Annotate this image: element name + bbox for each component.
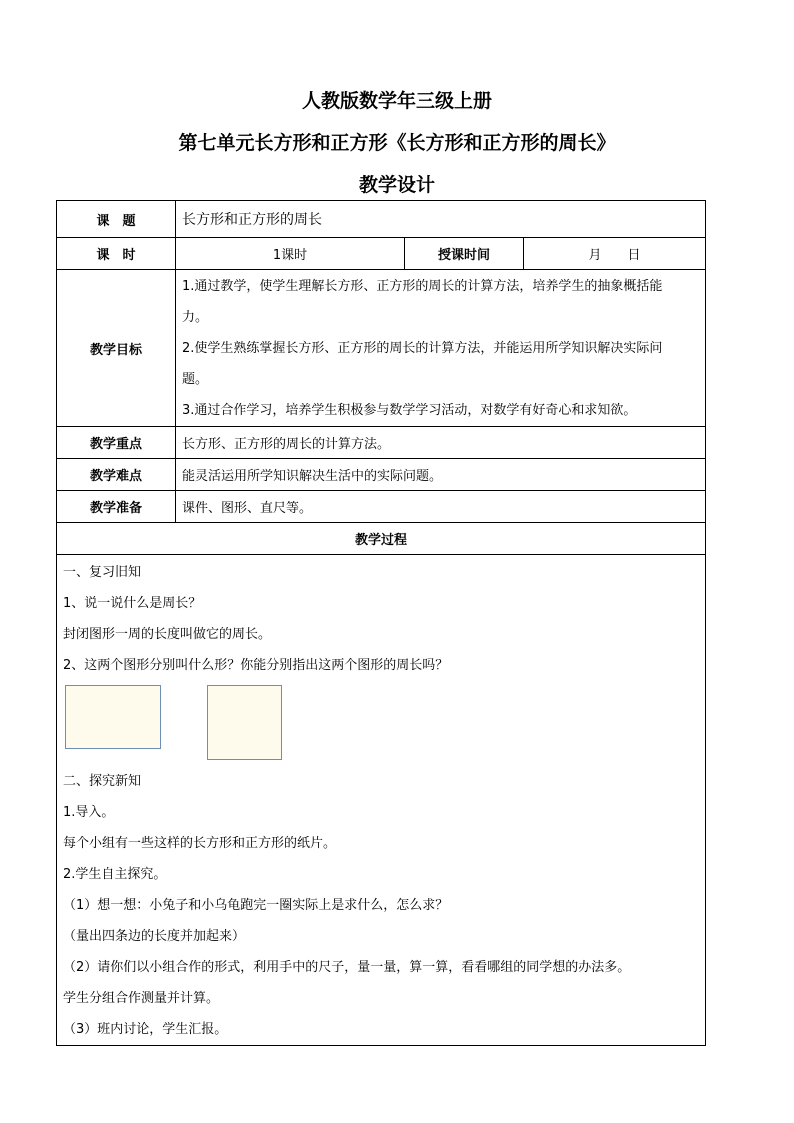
document-subtitle: 第七单元长方形和正方形《长方形和正方形的周长》 <box>178 132 616 154</box>
topic-label: 课 题 <box>57 201 176 238</box>
date-label: 授课时间 <box>405 238 524 270</box>
process-line: 一、复习旧知 <box>63 565 142 580</box>
process-line: 学生分组合作测量并计算。 <box>63 991 220 1006</box>
goals-cell <box>176 270 706 427</box>
process-line: 1、说一说什么是周长？ <box>63 596 202 611</box>
square-shape <box>207 685 282 760</box>
preparation-row <box>57 491 706 523</box>
topic-value: 长方形和正方形的周长 <box>176 201 706 238</box>
process-line: 2、这两个图形分别叫什么形？你能分别指出这两个图形的周长吗？ <box>63 658 449 673</box>
difficulty-row <box>57 459 706 491</box>
difficulty-label: 教学难点 <box>57 459 176 491</box>
preparation-label: 教学准备 <box>57 491 176 523</box>
document-heading: 教学设计 <box>358 174 435 196</box>
process-row <box>57 555 706 1046</box>
hours-label: 课 时 <box>57 238 176 270</box>
goals-label: 教学目标 <box>57 270 176 427</box>
document-title: 人教版数学年三级上册 <box>301 90 492 112</box>
process-line: （2）请你们以小组合作的形式，利用手中的尺子，量一量，算一算，看看哪组的同学想的办法多。 <box>63 960 631 975</box>
difficulty-value: 能灵活运用所学知识解决生活中的实际问题。 <box>176 459 706 491</box>
process-line: （3）班内讨论，学生汇报。 <box>63 1022 228 1037</box>
lesson-plan-table <box>56 200 706 1046</box>
process-line: （量出四条边的长度并加起来） <box>63 929 246 944</box>
goal-line: 力。 <box>182 309 209 325</box>
goal-line: 题。 <box>182 371 209 387</box>
process-line: 封闭图形一周的长度叫做它的周长。 <box>63 627 272 642</box>
process-line: 1.导入。 <box>63 805 115 820</box>
key-point-row <box>57 427 706 459</box>
process-label: 教学过程 <box>57 523 706 555</box>
process-line: 二、探究新知 <box>63 774 142 789</box>
goal-line: 2.使学生熟练掌握长方形、正方形的周长的计算方法，并能运用所学知识解决实际问 <box>182 340 663 356</box>
goal-line: 1.通过教学，使学生理解长方形、正方形的周长的计算方法，培养学生的抽象概括能 <box>182 278 663 294</box>
date-value: 月 日 <box>524 238 706 270</box>
hours-row <box>57 238 706 270</box>
key-point-value: 长方形、正方形的周长的计算方法。 <box>176 427 706 459</box>
goal-line: 3.通过合作学习，培养学生积极参与数学学习活动，对数学有好奇心和求知欲。 <box>182 402 637 418</box>
shapes-figure <box>57 681 705 766</box>
rectangle-shape <box>65 685 161 749</box>
goals-row <box>57 270 706 427</box>
hours-value: 1课时 <box>176 238 405 270</box>
preparation-value: 课件、图形、直尺等。 <box>176 491 706 523</box>
process-line: 2.学生自主探究。 <box>63 867 167 882</box>
process-header-row <box>57 523 706 555</box>
process-line: （1）想一想：小兔子和小乌龟跑完一圈实际上是求什么，怎么求？ <box>63 898 449 913</box>
process-cell <box>57 555 706 1046</box>
key-point-label: 教学重点 <box>57 427 176 459</box>
process-line: 每个小组有一些这样的长方形和正方形的纸片。 <box>63 836 337 851</box>
topic-row <box>57 201 706 238</box>
